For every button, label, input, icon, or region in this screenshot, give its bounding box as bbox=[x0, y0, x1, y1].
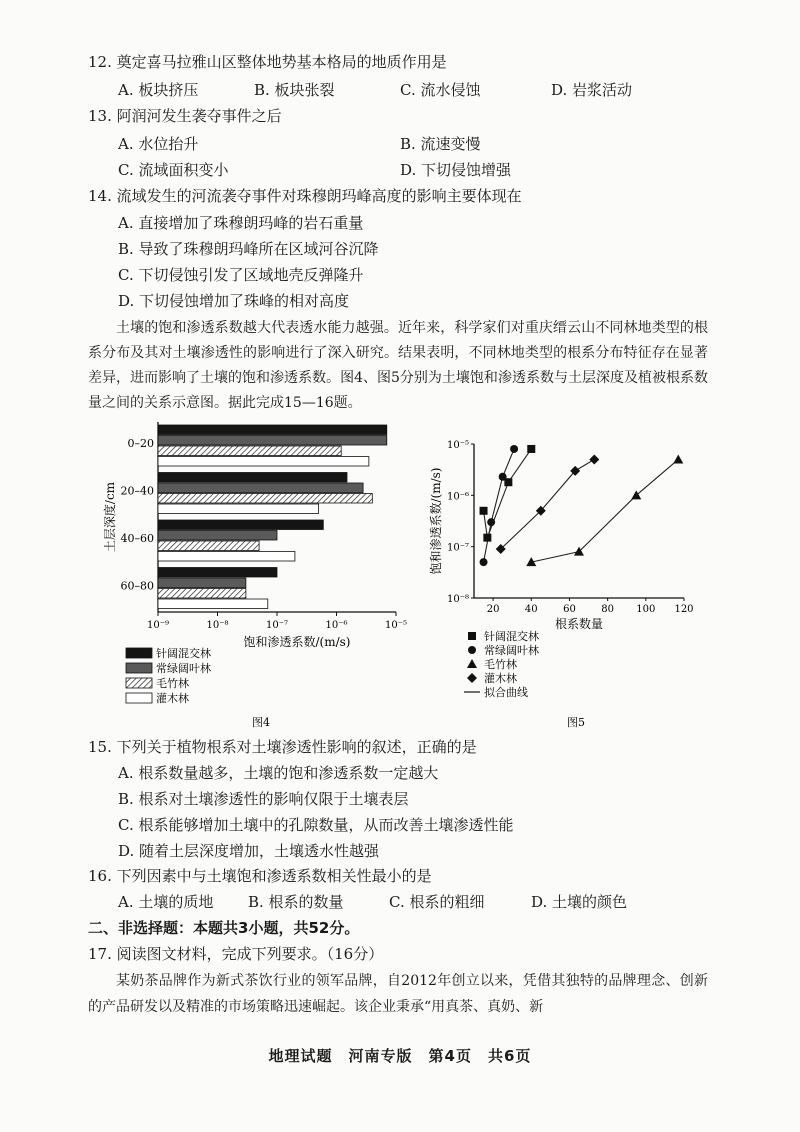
x-tick-label: 80 bbox=[601, 604, 615, 615]
data-point bbox=[487, 518, 495, 526]
figure-caption: 图5 bbox=[567, 716, 585, 729]
legend-marker bbox=[468, 646, 476, 654]
bar bbox=[158, 531, 277, 541]
x-tick-label: 20 bbox=[486, 604, 500, 615]
legend-label: 常绿阔叶林 bbox=[484, 644, 539, 657]
q13-option-d: D. 下切侵蚀增强 bbox=[400, 161, 512, 179]
q16-stem: 16. 下列因素中与土壤饱和渗透系数相关性最小的是 bbox=[88, 867, 432, 885]
q15-option-b: B. 根系对土壤渗透性的影响仅限于土壤表层 bbox=[118, 790, 409, 808]
legend-swatch bbox=[126, 693, 152, 703]
y-tick-label: 10⁻⁸ bbox=[446, 594, 469, 605]
intro-paragraph: 土壤的饱和渗透系数越大代表透水能力越强。近年来，科学家们对重庆缙云山不同林地类型的根系分布及其对土壤渗透性的影响进行了深入研究。结果表明，不同林地类型的根系分布特征存在显著差异，进而影响了土壤的饱和渗透系数。图4、图5分别为土壤饱和渗透系数与土层深度及植被根系数量之间的关系示意图。据此完成15—16题。 bbox=[88, 320, 708, 411]
q12-option-b: B. 板块张裂 bbox=[254, 81, 335, 99]
q14-option-b: B. 导致了珠穆朗玛峰所在区域河谷沉降 bbox=[118, 240, 379, 258]
legend-marker bbox=[467, 673, 477, 683]
figure-5-scatter-chart bbox=[426, 432, 716, 734]
x-tick-label: 60 bbox=[563, 604, 576, 615]
y-tick-label: 40–60 bbox=[120, 532, 154, 545]
x-tick-label: 10⁻⁹ bbox=[146, 620, 170, 631]
data-point bbox=[483, 534, 491, 542]
y-tick-label: 10⁻⁷ bbox=[446, 542, 469, 554]
legend-fit-label: 拟合曲线 bbox=[484, 686, 528, 699]
y-tick-label: 0–20 bbox=[127, 437, 154, 450]
section-2-heading: 二、非选择题：本题共3小题，共52分。 bbox=[88, 919, 360, 937]
legend-marker bbox=[467, 659, 477, 668]
legend-label: 灌木林 bbox=[484, 672, 517, 685]
q14-option-d: D. 下切侵蚀增加了珠峰的相对高度 bbox=[118, 292, 350, 310]
legend-swatch bbox=[126, 663, 152, 673]
q14-option-a: A. 直接增加了珠穆朗玛峰的岩石重量 bbox=[118, 214, 364, 232]
figure-caption: 图4 bbox=[252, 716, 270, 729]
q12-stem: 12. 奠定喜马拉雅山区整体地势基本格局的地质作用是 bbox=[88, 53, 447, 71]
y-tick-label: 60–80 bbox=[120, 579, 154, 593]
x-tick-label: 120 bbox=[674, 604, 694, 615]
x-tick-label: 40 bbox=[524, 604, 538, 615]
x-axis-label: 根系数量 bbox=[554, 617, 604, 631]
data-point bbox=[589, 454, 599, 464]
q14-option-c: C. 下切侵蚀引发了区域地壳反弹隆升 bbox=[118, 266, 364, 284]
bar bbox=[158, 599, 268, 609]
legend-label: 常绿阔叶林 bbox=[156, 662, 211, 675]
q15-option-a: A. 根系数量越多，土壤的饱和渗透系数一定越大 bbox=[118, 764, 439, 782]
bar bbox=[158, 425, 387, 435]
q15-option-c: C. 根系能够增加土壤中的孔隙数量，从而改善土壤渗透性能 bbox=[118, 816, 514, 834]
legend-label: 针阔混交林 bbox=[156, 647, 211, 660]
bar bbox=[158, 494, 372, 504]
data-point bbox=[480, 507, 488, 515]
legend-label: 灌木林 bbox=[156, 692, 189, 705]
legend-label: 毛竹林 bbox=[484, 658, 517, 671]
q17-stem: 17. 阅读图文材料，完成下列要求。（16分） bbox=[88, 945, 384, 963]
q15-option-d: D. 随着土层深度增加，土壤透水性越强 bbox=[118, 842, 380, 860]
q13-option-b: B. 流速变慢 bbox=[400, 135, 481, 153]
data-point bbox=[510, 445, 518, 453]
q16-option-c: C. 根系的粗细 bbox=[389, 893, 485, 911]
bar bbox=[158, 504, 319, 514]
bar bbox=[158, 483, 363, 493]
y-axis-label: 土层深度/cm bbox=[103, 481, 117, 553]
legend-swatch bbox=[126, 648, 152, 658]
y-tick-label: 20–40 bbox=[120, 484, 154, 498]
bar bbox=[158, 578, 246, 588]
data-point bbox=[480, 558, 488, 566]
q12-option-d: D. 岩浆活动 bbox=[551, 81, 633, 99]
q17-material: 某奶茶品牌作为新式茶饮行业的领军品牌，自2012年创立以来，凭借其独特的品牌理念、创新的产品研发以及精准的市场策略迅速崛起。该企业秉承“用真茶、真奶、新 bbox=[88, 973, 708, 1015]
q12-option-c: C. 流水侵蚀 bbox=[400, 81, 481, 99]
x-axis-label: 饱和渗透系数/(m/s) bbox=[243, 635, 351, 649]
y-axis-label: 饱和渗透系数/(m/s) bbox=[429, 467, 443, 575]
bar bbox=[158, 552, 295, 562]
q16-option-a: A. 土壤的质地 bbox=[118, 893, 214, 911]
x-tick-label: 10⁻⁸ bbox=[206, 620, 229, 631]
y-tick-label: 10⁻⁵ bbox=[446, 440, 469, 451]
fit-curve bbox=[484, 449, 515, 562]
q15-stem: 15. 下列关于植物根系对土壤渗透性影响的叙述，正确的是 bbox=[88, 738, 477, 756]
bar bbox=[158, 541, 259, 551]
fit-curve bbox=[531, 459, 678, 562]
x-tick-label: 10⁻⁶ bbox=[325, 620, 348, 631]
legend-label: 毛竹林 bbox=[156, 677, 189, 690]
data-point bbox=[499, 473, 507, 481]
bar bbox=[158, 436, 387, 446]
bar bbox=[158, 589, 246, 599]
figure-4-bar-chart bbox=[96, 418, 426, 734]
q16-option-d: D. 土壤的颜色 bbox=[531, 893, 628, 911]
x-tick-label: 10⁻⁵ bbox=[384, 620, 408, 631]
page-footer: 地理试题 河南专版 第4页 共6页 bbox=[268, 1047, 532, 1065]
q12-option-a: A. 板块挤压 bbox=[118, 81, 199, 99]
x-tick-label: 10⁻⁷ bbox=[265, 620, 289, 631]
legend-marker bbox=[468, 632, 476, 640]
bar bbox=[158, 457, 369, 467]
q13-option-c: C. 流域面积变小 bbox=[118, 161, 229, 179]
bar bbox=[158, 520, 323, 530]
x-tick-label: 100 bbox=[636, 604, 656, 615]
bar bbox=[158, 568, 277, 578]
data-point bbox=[527, 445, 535, 453]
y-tick-label: 10⁻⁶ bbox=[446, 491, 469, 503]
legend-swatch bbox=[126, 678, 152, 688]
data-point bbox=[673, 454, 683, 463]
q13-option-a: A. 水位抬升 bbox=[118, 135, 199, 153]
bar bbox=[158, 473, 347, 483]
q13-stem: 13. 阿润河发生袭夺事件之后 bbox=[88, 107, 282, 125]
q14-stem: 14. 流域发生的河流袭夺事件对珠穆朗玛峰高度的影响主要体现在 bbox=[88, 187, 522, 205]
bar bbox=[158, 446, 341, 456]
legend-label: 针阔混交林 bbox=[484, 630, 539, 643]
q16-option-b: B. 根系的数量 bbox=[248, 893, 344, 911]
